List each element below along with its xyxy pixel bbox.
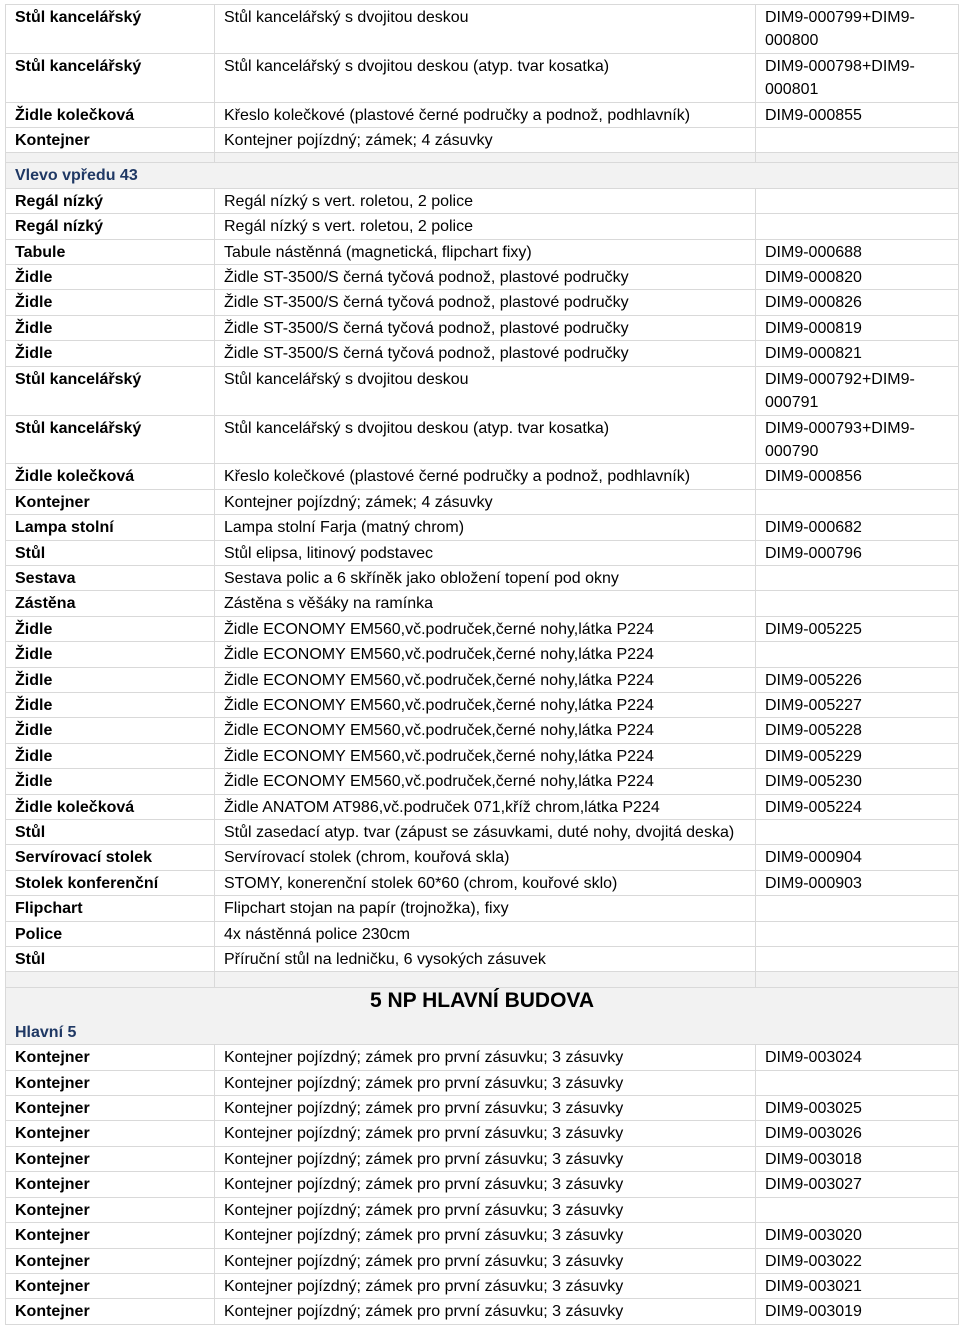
item-description-cell: Stůl kancelářský s dvojitou deskou bbox=[215, 5, 756, 54]
inventory-code-cell: DIM9-003024 bbox=[756, 1045, 959, 1070]
item-description-cell: Kontejner pojízdný; zámek; 4 zásuvky bbox=[215, 489, 756, 514]
item-description-cell: Kontejner pojízdný; zámek pro první zásuvku; 3 zásuvky bbox=[215, 1172, 756, 1197]
item-type-cell: Židle kolečková bbox=[6, 794, 215, 819]
item-type-cell: Police bbox=[6, 921, 215, 946]
item-type-cell: Sestava bbox=[6, 565, 215, 590]
inventory-code-cell: DIM9-000904 bbox=[756, 845, 959, 870]
item-type-cell: Servírovací stolek bbox=[6, 845, 215, 870]
inventory-code-cell bbox=[756, 1070, 959, 1095]
floor-heading-row bbox=[6, 988, 959, 1045]
spacer-cell bbox=[6, 972, 215, 988]
inventory-code-cell bbox=[756, 214, 959, 239]
table-row bbox=[6, 718, 959, 743]
inventory-code-cell bbox=[756, 128, 959, 153]
table-row bbox=[6, 642, 959, 667]
inventory-code-cell: DIM9-000826 bbox=[756, 290, 959, 315]
inventory-code-cell: DIM9-000903 bbox=[756, 870, 959, 895]
item-description-cell: Kontejner pojízdný; zámek pro první zásuvku; 3 zásuvky bbox=[215, 1223, 756, 1248]
item-description-cell: Kontejner pojízdný; zámek pro první zásuvku; 3 zásuvky bbox=[215, 1045, 756, 1070]
table-row bbox=[6, 565, 959, 590]
item-description-cell: Kontejner pojízdný; zámek pro první zásuvku; 3 zásuvky bbox=[215, 1197, 756, 1222]
item-description-cell: Flipchart stojan na papír (trojnožka), fixy bbox=[215, 896, 756, 921]
item-description-cell: Lampa stolní Farja (matný chrom) bbox=[215, 515, 756, 540]
table-row bbox=[6, 315, 959, 340]
inventory-code-cell: DIM9-003027 bbox=[756, 1172, 959, 1197]
item-type-cell: Kontejner bbox=[6, 1146, 215, 1171]
item-type-cell: Kontejner bbox=[6, 489, 215, 514]
inventory-code-cell: DIM9-000819 bbox=[756, 315, 959, 340]
item-type-cell: Stolek konferenční bbox=[6, 870, 215, 895]
inventory-code-cell: DIM9-005226 bbox=[756, 667, 959, 692]
item-type-cell: Židle bbox=[6, 642, 215, 667]
item-description-cell: Židle ECONOMY EM560,vč.područek,černé nohy,látka P224 bbox=[215, 743, 756, 768]
spacer-row bbox=[6, 153, 959, 163]
item-type-cell: Židle bbox=[6, 667, 215, 692]
item-description-cell: Stůl kancelářský s dvojitou deskou bbox=[215, 366, 756, 415]
inventory-code-cell: DIM9-000855 bbox=[756, 102, 959, 127]
item-type-cell: Židle bbox=[6, 769, 215, 794]
inventory-code-cell: DIM9-003022 bbox=[756, 1248, 959, 1273]
item-type-cell: Stůl kancelářský bbox=[6, 415, 215, 464]
item-type-cell: Židle kolečková bbox=[6, 102, 215, 127]
inventory-code-cell bbox=[756, 921, 959, 946]
item-type-cell: Regál nízký bbox=[6, 188, 215, 213]
table-row bbox=[6, 870, 959, 895]
table-row bbox=[6, 769, 959, 794]
item-description-cell: STOMY, konerenční stolek 60*60 (chrom, kouřové sklo) bbox=[215, 870, 756, 895]
inventory-code-cell: DIM9-005224 bbox=[756, 794, 959, 819]
inventory-code-cell bbox=[756, 896, 959, 921]
inventory-code-cell bbox=[756, 188, 959, 213]
inventory-code-cell: DIM9-000793+DIM9-000790 bbox=[756, 415, 959, 464]
table-row bbox=[6, 1223, 959, 1248]
table-row bbox=[6, 1172, 959, 1197]
item-description-cell: 4x nástěnná police 230cm bbox=[215, 921, 756, 946]
inventory-code-cell: DIM9-000799+DIM9-000800 bbox=[756, 5, 959, 54]
item-description-cell: Kontejner pojízdný; zámek pro první zásuvku; 3 zásuvky bbox=[215, 1096, 756, 1121]
inventory-code-cell: DIM9-005229 bbox=[756, 743, 959, 768]
inventory-code-cell: DIM9-003020 bbox=[756, 1223, 959, 1248]
inventory-table bbox=[5, 4, 959, 1325]
item-description-cell: Židle ECONOMY EM560,vč.područek,černé nohy,látka P224 bbox=[215, 692, 756, 717]
item-description-cell: Regál nízký s vert. roletou, 2 police bbox=[215, 214, 756, 239]
inventory-code-cell: DIM9-000820 bbox=[756, 265, 959, 290]
table-row bbox=[6, 128, 959, 153]
item-description-cell: Regál nízký s vert. roletou, 2 police bbox=[215, 188, 756, 213]
table-row bbox=[6, 1273, 959, 1298]
table-row bbox=[6, 616, 959, 641]
table-row bbox=[6, 1070, 959, 1095]
item-description-cell: Židle ECONOMY EM560,vč.područek,černé nohy,látka P224 bbox=[215, 769, 756, 794]
item-type-cell: Kontejner bbox=[6, 1248, 215, 1273]
spacer-cell bbox=[6, 153, 215, 163]
item-description-cell: Stůl kancelářský s dvojitou deskou (atyp. tvar kosatka) bbox=[215, 53, 756, 102]
item-type-cell: Flipchart bbox=[6, 896, 215, 921]
item-description-cell: Křeslo kolečkové (plastové černé područky a podnož, podhlavník) bbox=[215, 102, 756, 127]
item-description-cell: Židle ECONOMY EM560,vč.područek,černé nohy,látka P224 bbox=[215, 642, 756, 667]
spacer-cell bbox=[215, 153, 756, 163]
item-description-cell: Kontejner pojízdný; zámek pro první zásuvku; 3 zásuvky bbox=[215, 1273, 756, 1298]
table-row bbox=[6, 540, 959, 565]
item-description-cell: Kontejner pojízdný; zámek pro první zásuvku; 3 zásuvky bbox=[215, 1146, 756, 1171]
inventory-code-cell: DIM9-003025 bbox=[756, 1096, 959, 1121]
inventory-code-cell: DIM9-003018 bbox=[756, 1146, 959, 1171]
inventory-code-cell: DIM9-000856 bbox=[756, 464, 959, 489]
table-row bbox=[6, 667, 959, 692]
item-description-cell: Židle ST-3500/S černá tyčová podnož, plastové područky bbox=[215, 265, 756, 290]
item-type-cell: Stůl kancelářský bbox=[6, 53, 215, 102]
item-type-cell: Kontejner bbox=[6, 1121, 215, 1146]
room-label: Vlevo vpředu 43 bbox=[15, 167, 138, 185]
inventory-code-cell: DIM9-003021 bbox=[756, 1273, 959, 1298]
table-row bbox=[6, 692, 959, 717]
table-row bbox=[6, 1299, 959, 1324]
table-row bbox=[6, 239, 959, 264]
table-row bbox=[6, 794, 959, 819]
item-description-cell: Židle ST-3500/S černá tyčová podnož, plastové područky bbox=[215, 341, 756, 366]
inventory-code-cell: DIM9-005225 bbox=[756, 616, 959, 641]
inventory-code-cell: DIM9-000682 bbox=[756, 515, 959, 540]
table-row bbox=[6, 896, 959, 921]
table-row bbox=[6, 515, 959, 540]
item-description-cell: Židle ECONOMY EM560,vč.područek,černé nohy,látka P224 bbox=[215, 718, 756, 743]
item-type-cell: Tabule bbox=[6, 239, 215, 264]
inventory-code-cell bbox=[756, 489, 959, 514]
table-row bbox=[6, 366, 959, 415]
item-type-cell: Stůl bbox=[6, 820, 215, 845]
item-description-cell: Židle ST-3500/S černá tyčová podnož, plastové područky bbox=[215, 290, 756, 315]
room-section-cell bbox=[6, 163, 959, 188]
item-description-cell: Židle ECONOMY EM560,vč.područek,černé nohy,látka P224 bbox=[215, 616, 756, 641]
item-description-cell: Sestava polic a 6 skříněk jako obložení topení pod okny bbox=[215, 565, 756, 590]
table-row bbox=[6, 489, 959, 514]
item-type-cell: Lampa stolní bbox=[6, 515, 215, 540]
item-type-cell: Kontejner bbox=[6, 128, 215, 153]
table-row bbox=[6, 921, 959, 946]
item-type-cell: Kontejner bbox=[6, 1172, 215, 1197]
floor-heading-cell bbox=[6, 988, 959, 1045]
inventory-code-cell: DIM9-003019 bbox=[756, 1299, 959, 1324]
item-description-cell: Kontejner pojízdný; zámek pro první zásuvku; 3 zásuvky bbox=[215, 1070, 756, 1095]
item-description-cell: Stůl zasedací atyp. tvar (zápust se zásuvkami, duté nohy, dvojitá deska) bbox=[215, 820, 756, 845]
item-type-cell: Stůl kancelářský bbox=[6, 366, 215, 415]
table-row bbox=[6, 464, 959, 489]
table-row bbox=[6, 1146, 959, 1171]
spacer-cell bbox=[756, 153, 959, 163]
inventory-code-cell bbox=[756, 565, 959, 590]
inventory-table-body bbox=[6, 5, 959, 1325]
spacer-cell bbox=[215, 972, 756, 988]
item-type-cell: Kontejner bbox=[6, 1045, 215, 1070]
table-row bbox=[6, 1248, 959, 1273]
item-description-cell: Příruční stůl na ledničku, 6 vysokých zásuvek bbox=[215, 947, 756, 972]
item-description-cell: Stůl kancelářský s dvojitou deskou (atyp. tvar kosatka) bbox=[215, 415, 756, 464]
room-section-row bbox=[6, 163, 959, 188]
item-description-cell: Židle ANATOM AT986,vč.područek 071,kříž chrom,látka P224 bbox=[215, 794, 756, 819]
table-row bbox=[6, 214, 959, 239]
item-type-cell: Stůl bbox=[6, 540, 215, 565]
table-row bbox=[6, 1197, 959, 1222]
table-row bbox=[6, 820, 959, 845]
item-type-cell: Kontejner bbox=[6, 1223, 215, 1248]
table-row bbox=[6, 947, 959, 972]
item-description-cell: Servírovací stolek (chrom, kouřová skla) bbox=[215, 845, 756, 870]
table-row bbox=[6, 1096, 959, 1121]
item-description-cell: Židle ECONOMY EM560,vč.područek,černé nohy,látka P224 bbox=[215, 667, 756, 692]
inventory-code-cell: DIM9-005230 bbox=[756, 769, 959, 794]
item-type-cell: Stůl bbox=[6, 947, 215, 972]
item-type-cell: Kontejner bbox=[6, 1197, 215, 1222]
inventory-code-cell: DIM9-000821 bbox=[756, 341, 959, 366]
item-type-cell: Židle bbox=[6, 315, 215, 340]
item-description-cell: Kontejner pojízdný; zámek pro první zásuvku; 3 zásuvky bbox=[215, 1299, 756, 1324]
table-row bbox=[6, 188, 959, 213]
table-row bbox=[6, 1121, 959, 1146]
item-description-cell: Křeslo kolečkové (plastové černé područky a podnož, podhlavník) bbox=[215, 464, 756, 489]
table-row bbox=[6, 591, 959, 616]
item-type-cell: Židle bbox=[6, 265, 215, 290]
item-type-cell: Židle bbox=[6, 341, 215, 366]
inventory-code-cell: DIM9-000792+DIM9-000791 bbox=[756, 366, 959, 415]
inventory-code-cell: DIM9-000798+DIM9-000801 bbox=[756, 53, 959, 102]
item-type-cell: Kontejner bbox=[6, 1070, 215, 1095]
inventory-code-cell: DIM9-000796 bbox=[756, 540, 959, 565]
room-label: Hlavní 5 bbox=[15, 1023, 77, 1041]
floor-heading: 5 NP HLAVNÍ BUDOVA bbox=[369, 989, 595, 1013]
table-row bbox=[6, 1045, 959, 1070]
item-description-cell: Kontejner pojízdný; zámek pro první zásuvku; 3 zásuvky bbox=[215, 1121, 756, 1146]
item-type-cell: Židle bbox=[6, 718, 215, 743]
item-type-cell: Židle bbox=[6, 743, 215, 768]
table-row bbox=[6, 341, 959, 366]
spacer-row bbox=[6, 972, 959, 988]
item-type-cell: Stůl kancelářský bbox=[6, 5, 215, 54]
table-row bbox=[6, 290, 959, 315]
item-type-cell: Kontejner bbox=[6, 1299, 215, 1324]
table-row bbox=[6, 743, 959, 768]
table-row bbox=[6, 845, 959, 870]
item-type-cell: Židle bbox=[6, 290, 215, 315]
inventory-code-cell: DIM9-003026 bbox=[756, 1121, 959, 1146]
item-description-cell: Tabule nástěnná (magnetická, flipchart fixy) bbox=[215, 239, 756, 264]
item-type-cell: Zástěna bbox=[6, 591, 215, 616]
inventory-code-cell: DIM9-005227 bbox=[756, 692, 959, 717]
table-row bbox=[6, 5, 959, 54]
table-row bbox=[6, 53, 959, 102]
item-description-cell: Židle ST-3500/S černá tyčová podnož, plastové područky bbox=[215, 315, 756, 340]
item-description-cell: Kontejner pojízdný; zámek pro první zásuvku; 3 zásuvky bbox=[215, 1248, 756, 1273]
inventory-code-cell: DIM9-000688 bbox=[756, 239, 959, 264]
inventory-code-cell bbox=[756, 947, 959, 972]
item-description-cell: Zástěna s věšáky na ramínka bbox=[215, 591, 756, 616]
item-description-cell: Stůl elipsa, litinový podstavec bbox=[215, 540, 756, 565]
item-description-cell: Kontejner pojízdný; zámek; 4 zásuvky bbox=[215, 128, 756, 153]
inventory-code-cell bbox=[756, 591, 959, 616]
inventory-code-cell bbox=[756, 1197, 959, 1222]
item-type-cell: Židle kolečková bbox=[6, 464, 215, 489]
table-row bbox=[6, 102, 959, 127]
item-type-cell: Židle bbox=[6, 616, 215, 641]
item-type-cell: Židle bbox=[6, 692, 215, 717]
item-type-cell: Kontejner bbox=[6, 1273, 215, 1298]
table-row bbox=[6, 265, 959, 290]
inventory-code-cell: DIM9-005228 bbox=[756, 718, 959, 743]
inventory-code-cell bbox=[756, 820, 959, 845]
item-type-cell: Regál nízký bbox=[6, 214, 215, 239]
table-row bbox=[6, 415, 959, 464]
item-type-cell: Kontejner bbox=[6, 1096, 215, 1121]
spacer-cell bbox=[756, 972, 959, 988]
inventory-code-cell bbox=[756, 642, 959, 667]
